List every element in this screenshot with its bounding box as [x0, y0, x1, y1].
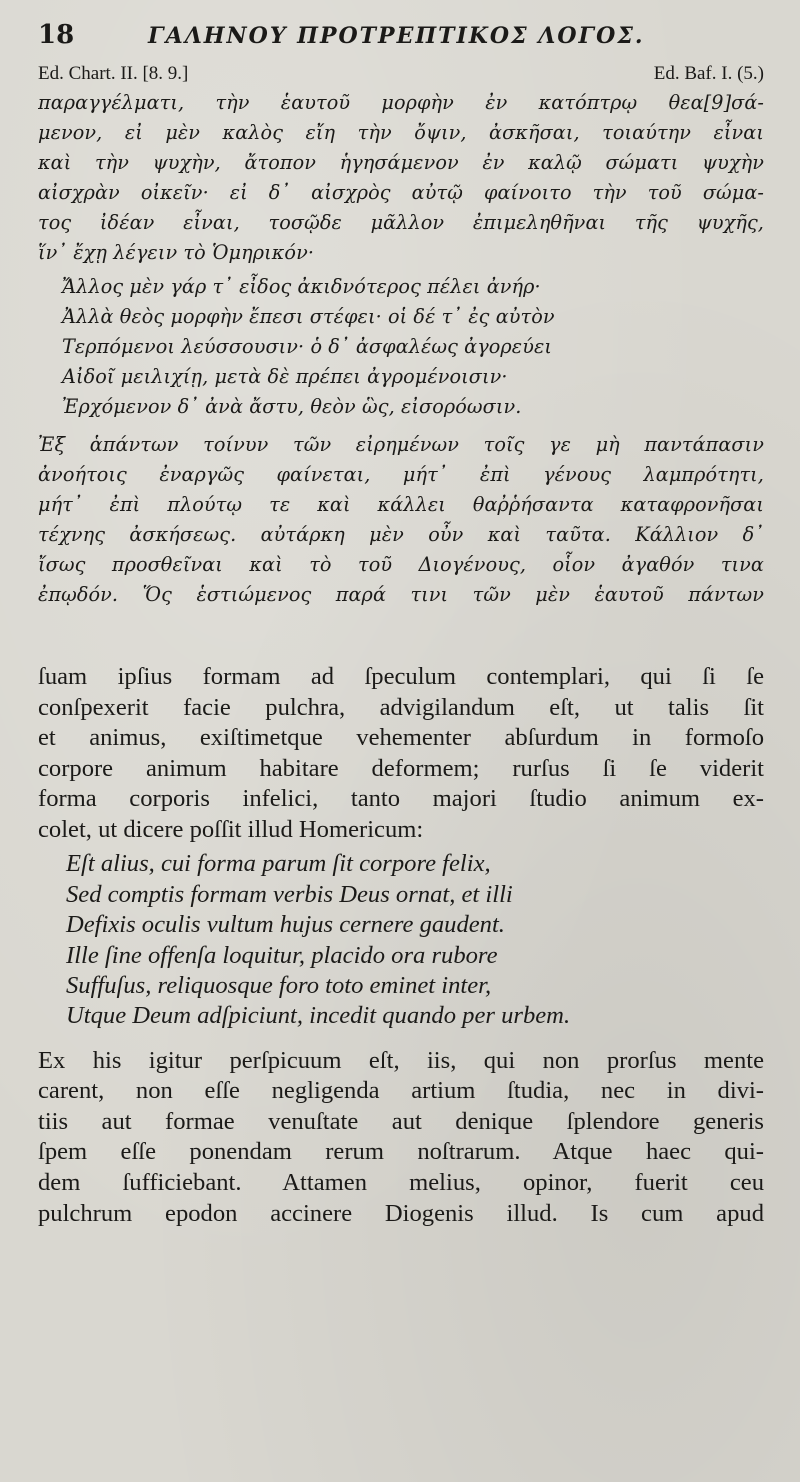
greek-paragraph-1	[38, 88, 764, 268]
greek-line: παραγγέλματι, τὴν ἑαυτοῦ μορφὴν ἐν κατόπτρῳ θεα[9]σά-	[38, 91, 764, 114]
latin-line: dem ſufficiebant. Attamen melius, opinor, fuerit ceu	[38, 1169, 764, 1197]
greek-line: μήτ᾽ ἐπὶ πλούτῳ τε καὶ κάλλει θαῤῥήσαντα καταφρονῆσαι	[38, 493, 764, 516]
latin-verse-line: Sed comptis formam verbis Deus ornat, et illi	[66, 880, 513, 908]
greek-verse-line: Αἰδοῖ μειλιχίῃ, μετὰ δὲ πρέπει ἀγρομένοισιν·	[62, 365, 508, 388]
greek-line: καὶ τὴν ψυχὴν, ἄτοπον ἡγησάμενον ἐν καλῷ σώματι ψυχὴν	[38, 151, 764, 174]
latin-line: corpore animum habitare deformem; rurſus ſi ſe viderit	[38, 754, 764, 782]
greek-line: ἀνοήτοις ἐναργῶς φαίνεται, μήτ᾽ ἐπὶ γένους λαμπρότητι,	[38, 463, 764, 486]
latin-verse-line: Ille ſine offenſa loquitur, placido ora rubore	[66, 941, 498, 969]
latin-line: conſpexerit facie pulchra, advigilandum eſt, ut talis ſit	[38, 693, 764, 721]
greek-line: ἵν᾽ ἔχῃ λέγειν τὸ Ὁμηρικόν·	[38, 241, 315, 264]
latin-verse-line: Defixis oculis vultum hujus cernere gaudent.	[66, 911, 505, 939]
running-title: ΓΑΛΗΝΟΥ ΠΡΟΤΡΕΠΤΙΚΟΣ ΛΟΓΟΣ.	[148, 23, 645, 49]
edition-right: Ed. Baf. I. (5.)	[653, 63, 764, 84]
greek-line: ἐπῳδόν. Ὅς ἑστιώμενος παρά τινι τῶν μὲν ἑαυτοῦ πάντων	[38, 583, 764, 606]
greek-paragraph-2	[38, 430, 764, 610]
greek-verse-line: Ἄλλος μὲν γάρ τ᾽ εἶδος ἀκιδνότερος πέλει ἀνήρ·	[62, 275, 541, 298]
latin-line: tiis aut formae venuſtate aut denique ſplendore generis	[38, 1107, 764, 1135]
greek-verse-line: Τερπόμενοι λεύσσουσιν· ὁ δ᾽ ἀσφαλέως ἀγορεύει	[62, 335, 552, 358]
page-number: 18	[38, 20, 75, 50]
latin-line: carent, non eſſe negligenda artium ſtudia, nec in divi-	[38, 1077, 764, 1105]
greek-line: μενον, εἰ μὲν καλὸς εἴη τὴν ὄψιν, ἀσκῆσαι, τοιαύτην εἶναι	[38, 121, 764, 144]
latin-verse-line: Eſt alius, cui forma parum ſit corpore felix,	[66, 850, 491, 878]
latin-paragraph-2	[38, 1046, 764, 1230]
greek-line: ἴσως προσθεῖναι καὶ τὸ τοῦ Διογένους, οἷον ἀγαθόν τινα	[38, 553, 764, 576]
latin-paragraph-1	[38, 662, 764, 845]
latin-line: forma corporis infelici, tanto majori ſtudio animum ex-	[38, 785, 764, 813]
latin-line: ſuam ipſius formam ad ſpeculum contemplari, qui ſi ſe	[38, 663, 764, 690]
latin-verse-line: Suffuſus, reliquosque foro toto eminet inter,	[66, 971, 492, 999]
greek-line: Ἐξ ἁπάντων τοίνυν τῶν εἰρημένων τοῖς γε μὴ παντάπασιν	[38, 433, 764, 456]
greek-verse-line: Ἀλλὰ θεὸς μορφὴν ἔπεσι στέφει· οἱ δέ τ᾽ ἐς αὐτὸν	[62, 305, 555, 328]
edition-left: Ed. Chart. II. [8. 9.]	[38, 63, 189, 84]
greek-text	[38, 88, 764, 610]
greek-line: αἰσχρὰν οἰκεῖν· εἰ δ᾽ αἰσχρὸς αὐτῷ φαίνοιτο τὴν τοῦ σώμα-	[38, 181, 764, 204]
greek-verse-line: Ἐρχόμενον δ᾽ ἀνὰ ἄστυ, θεὸν ὣς, εἰσορόωσιν.	[62, 395, 522, 418]
latin-line: pulchrum epodon accinere Diogenis illud. Is cum apud	[38, 1199, 764, 1227]
latin-line: ſpem eſſe ponendam rerum noſtrarum. Atque haec qui-	[38, 1138, 764, 1166]
latin-verse-line: Utque Deum adſpiciunt, incedit quando per urbem.	[66, 1002, 571, 1030]
edition-references	[38, 60, 764, 88]
latin-line: colet, ut dicere poſſit illud Homericum:	[38, 815, 424, 843]
latin-translation	[38, 662, 764, 1229]
greek-line: τος ἰδέαν εἶναι, τοσῷδε μᾶλλον ἐπιμεληθῆναι τῆς ψυχῆς,	[38, 211, 764, 234]
running-head	[38, 20, 764, 60]
greek-verse-quotation	[38, 272, 764, 422]
latin-line: et animus, exiſtimetque vehementer abſurdum in formoſo	[38, 724, 764, 752]
latin-line: Ex his igitur perſpicuum eſt, iis, qui non prorſus mente	[38, 1046, 764, 1074]
greek-line: τέχνης ἀσκήσεως. αὐτάρκη μὲν οὖν καὶ ταῦτα. Κάλλιον δ᾽	[38, 523, 764, 546]
latin-verse-quotation	[38, 849, 764, 1031]
